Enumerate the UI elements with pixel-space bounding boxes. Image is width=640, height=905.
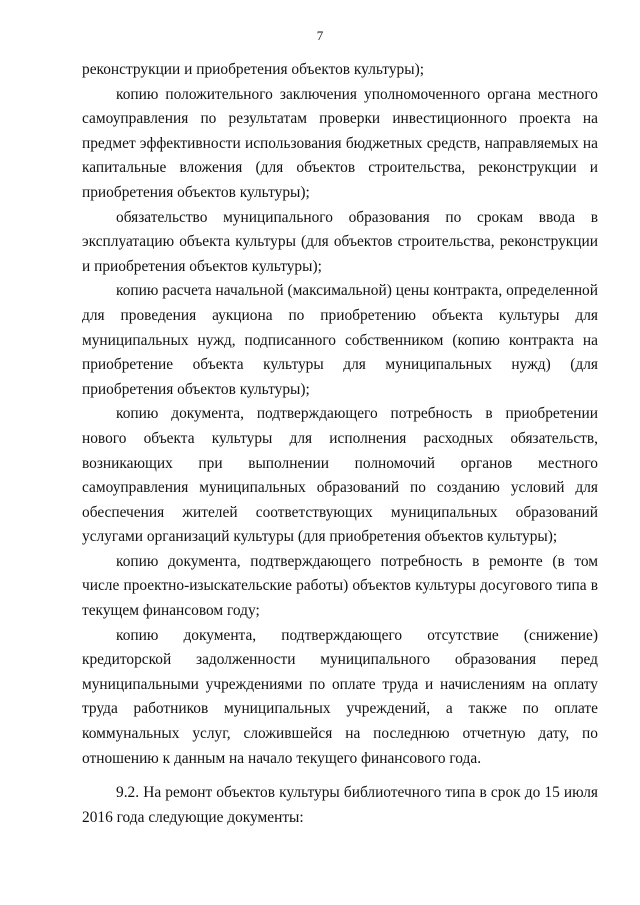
paragraph: обязательство муниципального образования по срокам ввода в эксплуатацию объекта культуры (для объектов строительства, реконструкции и приобретения объектов культуры);: [82, 208, 598, 275]
document-body: [82, 58, 598, 830]
paragraph: копию документа, подтверждающего потребность в приобретении нового объекта культуры для исполнения расходных обязательств, возникающих при выполнении полномочий органов местного самоуправления муниципальных образований по созданию условий для обеспечения жителей соответствующих муниципальных образований услугами организаций культуры (для приобретения объектов культуры);: [82, 405, 598, 546]
section-paragraph: 9.2. На ремонт объектов культуры библиотечного типа в срок до 15 июля 2016 года следующие документы:: [82, 784, 598, 826]
page-number: 7: [316, 28, 324, 43]
paragraph: копию документа, подтверждающего потребность в ремонте (в том числе проектно-изыскательские работы) объектов культуры досугового типа в текущем финансовом году;: [82, 552, 598, 620]
paragraph: копию расчета начальной (максимальной) цены контракта, определенной для проведения аукциона по приобретению объекта культуры для муниципальных нужд, подписанного собственником (копию контракта на приобретение объекта культуры для муниципальных нужд) (для приобретения объектов культуры);: [82, 282, 598, 398]
paragraph: копию положительного заключения уполномоченного органа местного самоуправления по результатам проверки инвестиционного проекта на предмет эффективности использования бюджетных средств, направляемых на капитальные вложения (для объектов строительства, реконструкции и приобретения объектов культуры);: [82, 85, 598, 201]
paragraph: копию документа, подтверждающего отсутствие (снижение) кредиторской задолженности муниципального образования перед муниципальными учреждениями по оплате труда и начислениям на оплату труда работников муниципальных учреждений, а также по оплате коммунальных услуг, сложившейся на последнюю отчетную дату, по отношению к данным на начало текущего финансового года.: [82, 626, 598, 767]
paragraph-continuation: реконструкции и приобретения объектов культуры);: [82, 61, 424, 78]
